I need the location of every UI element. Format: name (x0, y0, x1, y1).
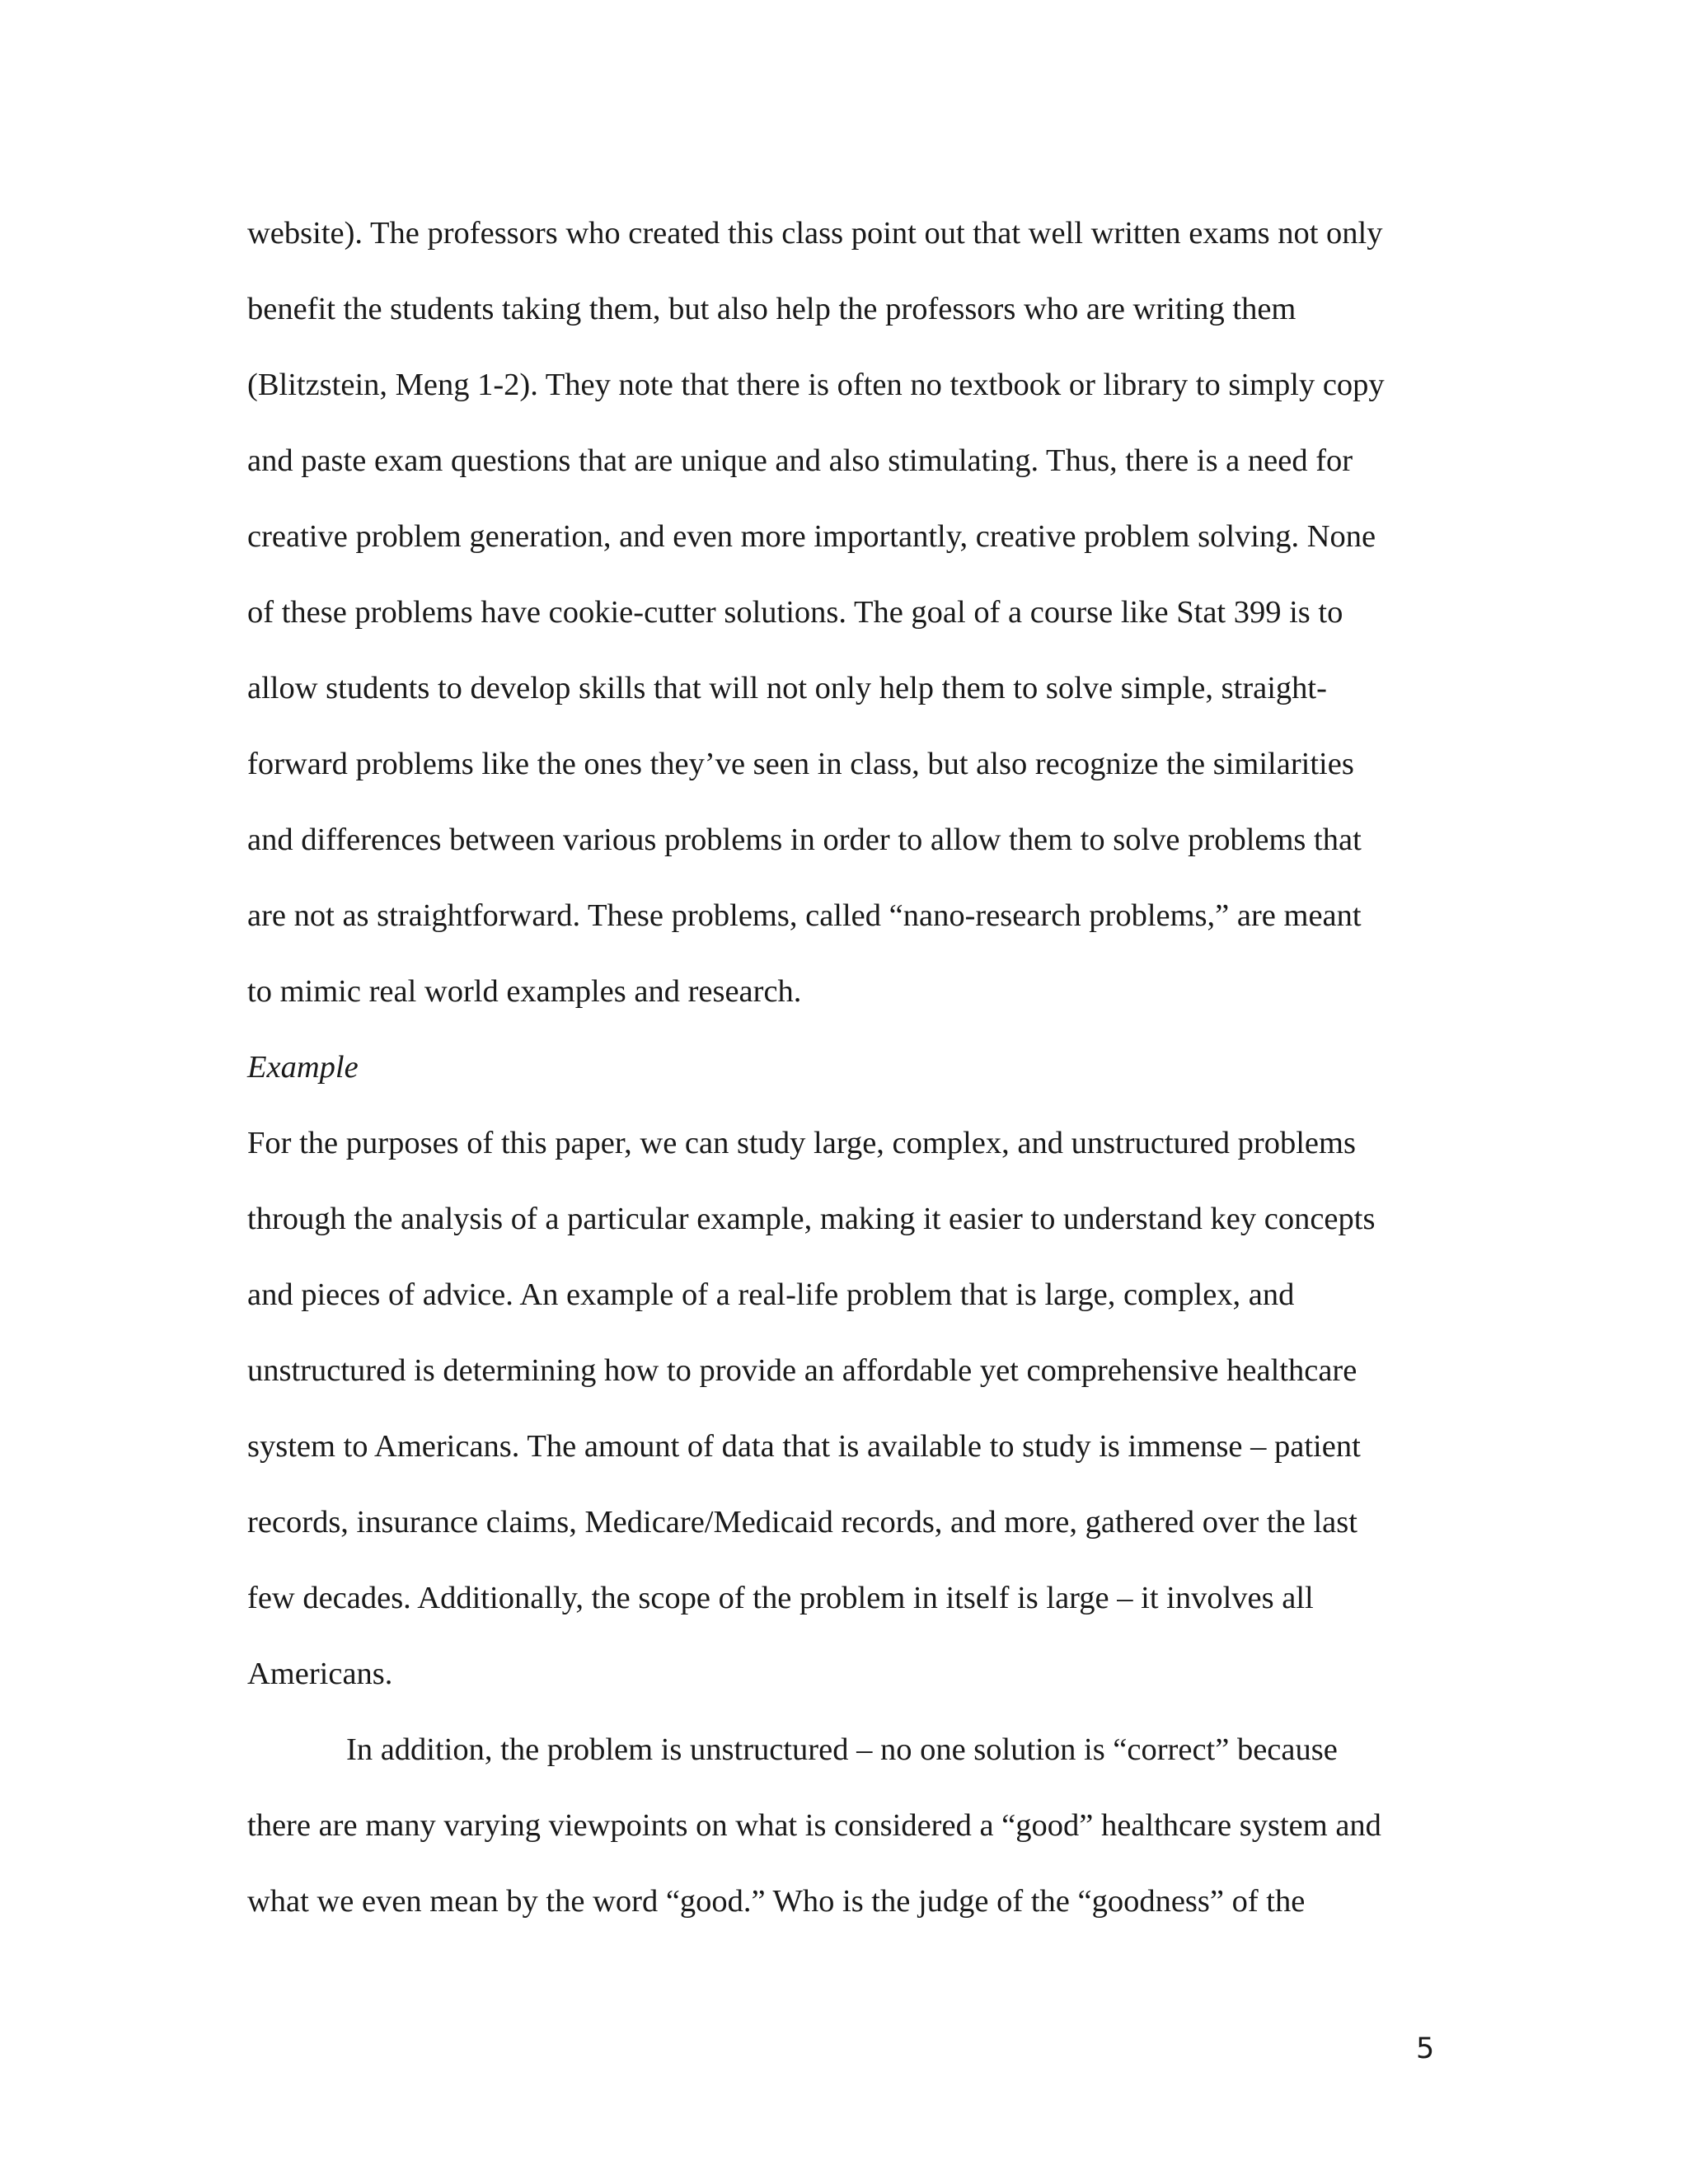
text-line: Americans. (247, 1657, 393, 1691)
text-line: In addition, the problem is unstructured – no one solution is “correct” because (346, 1732, 1338, 1767)
text-line: allow students to develop skills that will not only help them to solve simple, straight- (247, 671, 1327, 705)
text-line: unstructured is determining how to provide an affordable yet comprehensive healthcare (247, 1353, 1357, 1388)
text-line: benefit the students taking them, but also help the professors who are writing them (247, 292, 1296, 326)
text-line: For the purposes of this paper, we can study large, complex, and unstructured problems (247, 1126, 1356, 1160)
section-heading: Example (247, 1050, 359, 1085)
text-line: through the analysis of a particular example, making it easier to understand key concepts (247, 1202, 1376, 1236)
text-line: system to Americans. The amount of data that is available to study is immense – patient (247, 1429, 1361, 1464)
text-line: and differences between various problems in order to allow them to solve problems that (247, 823, 1362, 857)
paragraph-example (247, 1105, 1451, 1712)
text-line: and pieces of advice. An example of a real-life problem that is large, complex, and (247, 1277, 1295, 1312)
text-line: there are many varying viewpoints on what is considered a “good” healthcare system and (247, 1808, 1381, 1843)
text-line: and paste exam questions that are unique and also stimulating. Thus, there is a need for (247, 443, 1353, 478)
paragraph-unstructured (247, 1712, 1451, 1939)
text-line: website). The professors who created this class point out that well written exams not only (247, 216, 1383, 251)
text-line: creative problem generation, and even more importantly, creative problem solving. None (247, 519, 1376, 554)
text-line: forward problems like the ones they’ve seen in class, but also recognize the similarities (247, 747, 1354, 781)
text-line: (Blitzstein, Meng 1-2). They note that there is often no textbook or library to simply copy (247, 368, 1385, 402)
text-line: what we even mean by the word “good.” Who is the judge of the “goodness” of the (247, 1884, 1306, 1919)
text-line: of these problems have cookie-cutter solutions. The goal of a course like Stat 399 is to (247, 595, 1343, 630)
text-line: are not as straightforward. These problems, called “nano-research problems,” are meant (247, 898, 1362, 933)
text-line: to mimic real world examples and research. (247, 974, 802, 1009)
paragraph-continuation (247, 195, 1451, 1029)
page-number: 5 (1416, 2032, 1435, 2065)
text-line: records, insurance claims, Medicare/Medicaid records, and more, gathered over the last (247, 1505, 1357, 1540)
text-line: few decades. Additionally, the scope of the problem in itself is large – it involves all (247, 1581, 1314, 1615)
body-text (247, 195, 1451, 1939)
